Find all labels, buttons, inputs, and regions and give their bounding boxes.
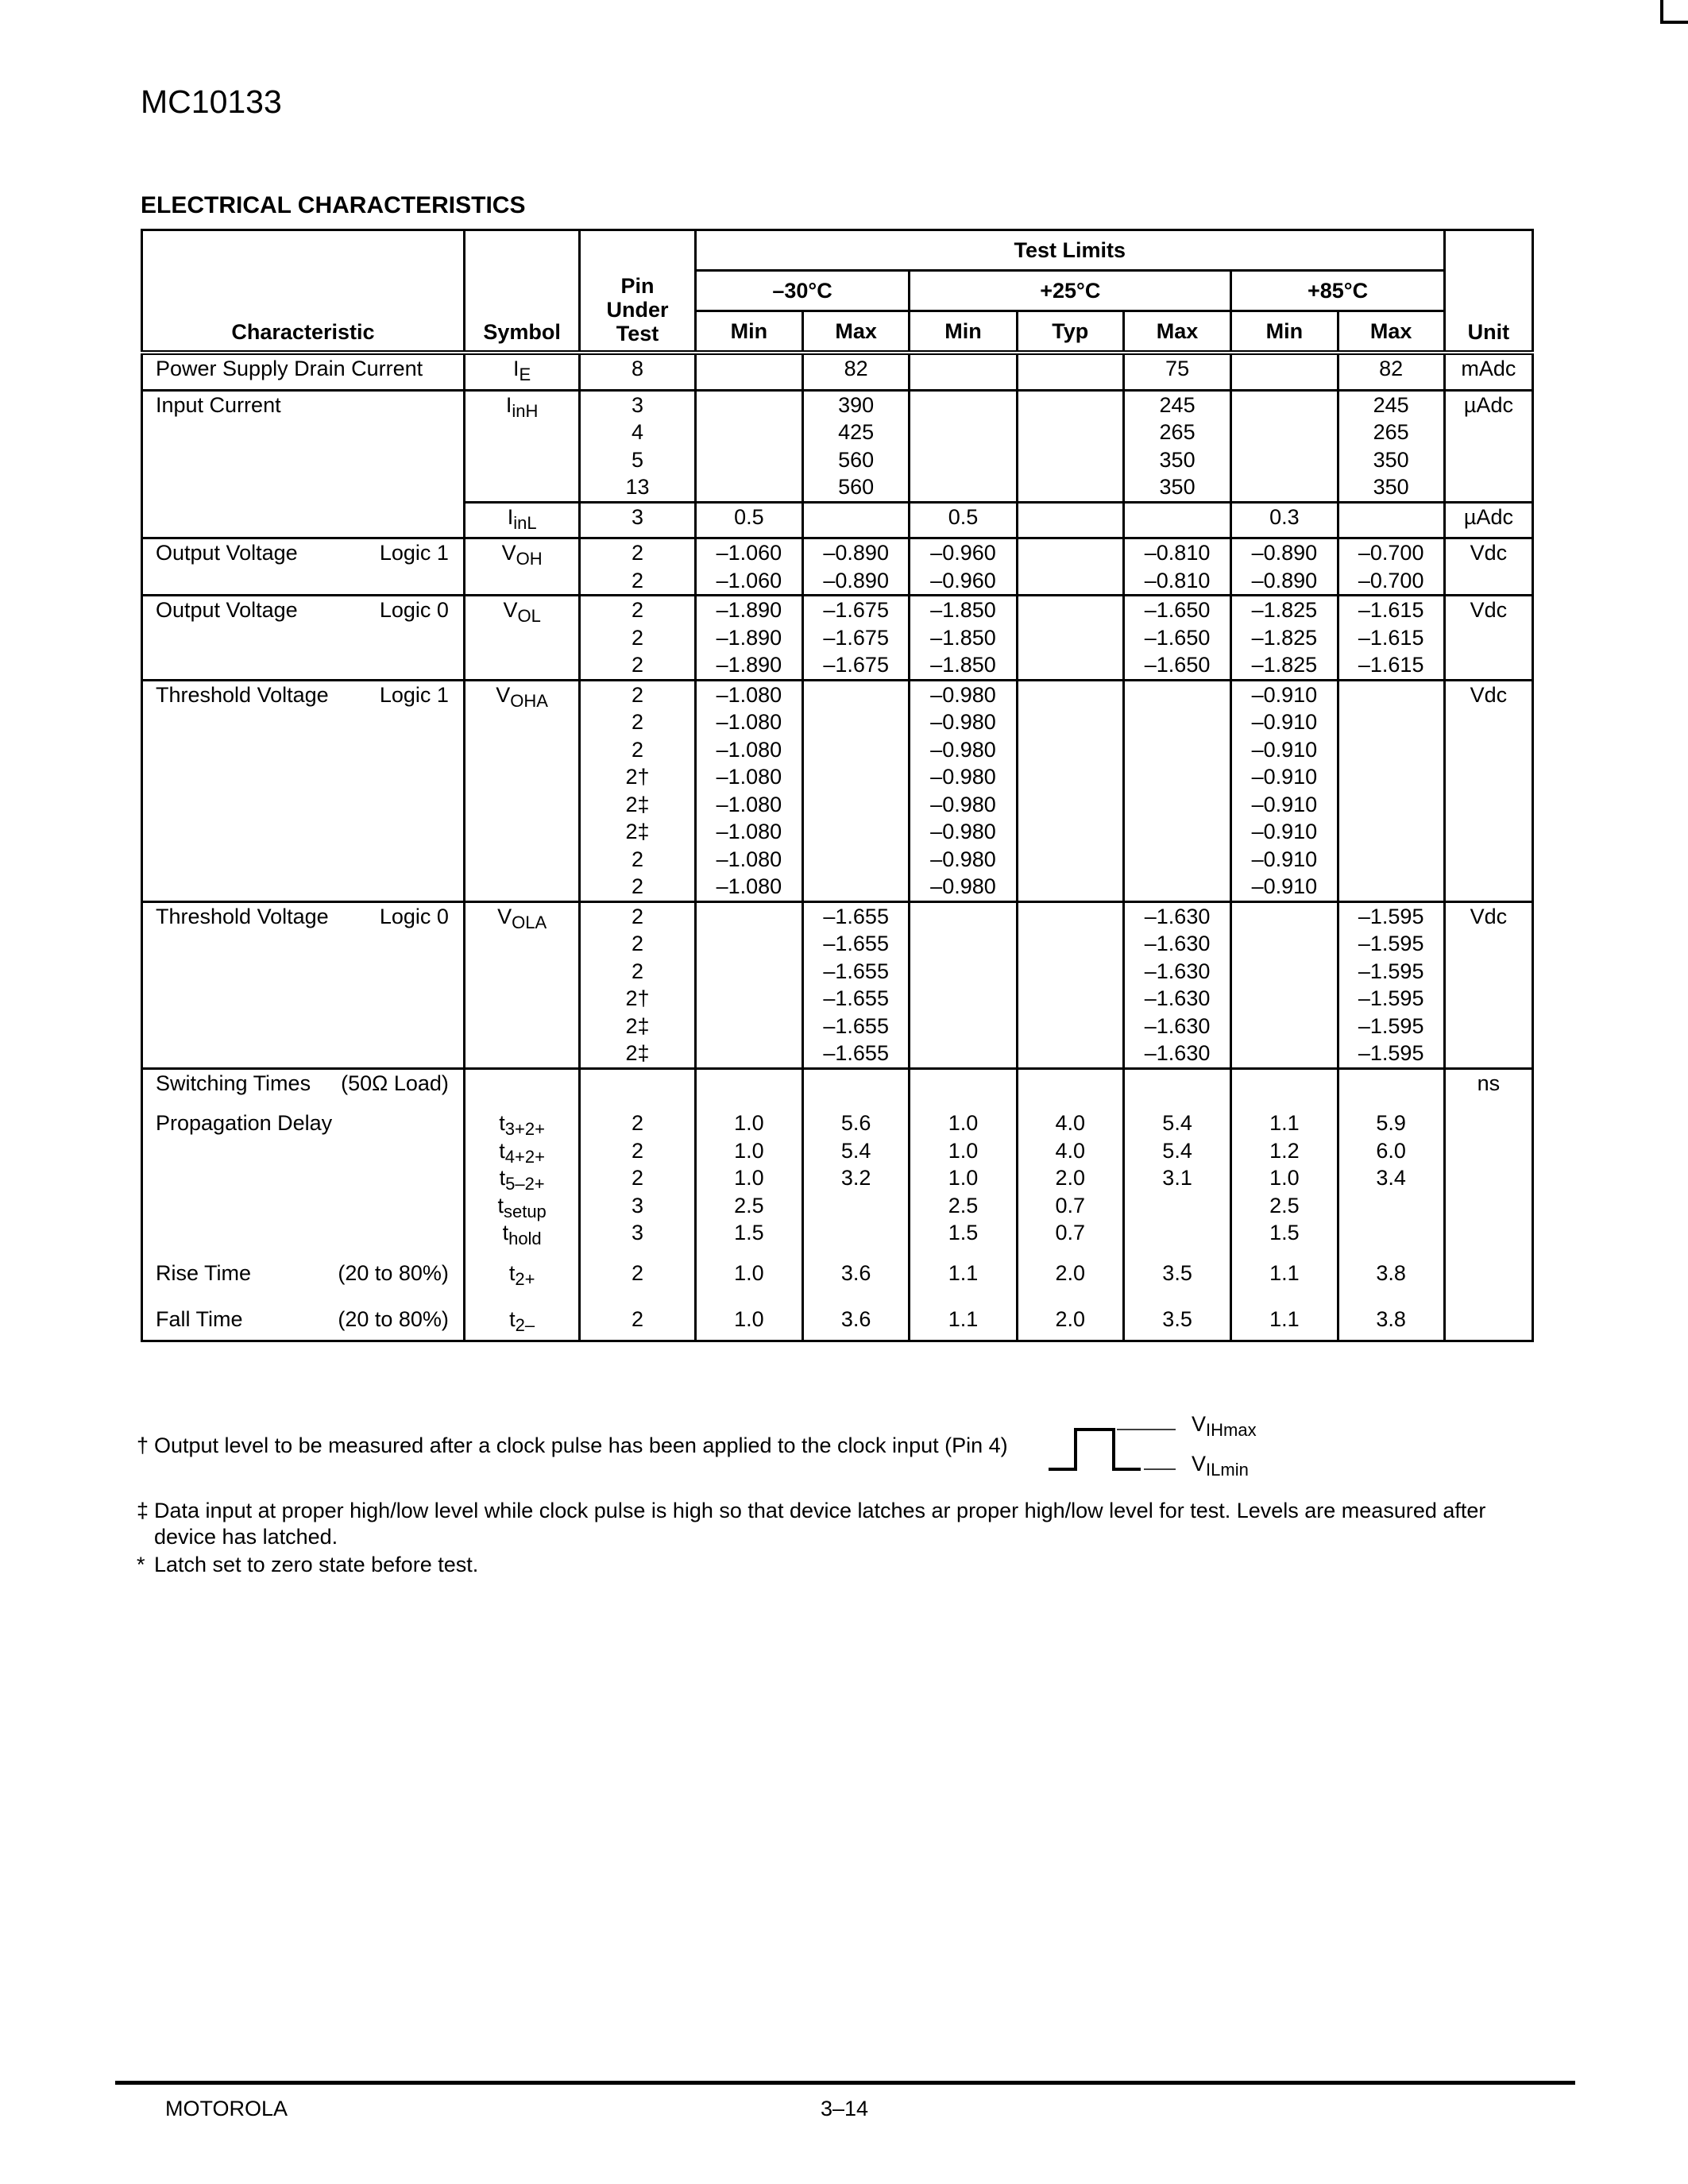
header-min: Min xyxy=(695,311,802,353)
symbol-iinl: $I_{inL}$ xyxy=(464,502,579,538)
value: 3.6 xyxy=(803,1247,910,1294)
row-propagation-delay xyxy=(142,1108,1533,1247)
value-stack: –1.060 –1.060 xyxy=(695,538,802,596)
char-label: Fall Time xyxy=(156,1307,243,1331)
pin: 2 xyxy=(580,1293,695,1341)
value: 1.0 xyxy=(695,1247,802,1294)
header-pin: Pin xyxy=(620,274,655,298)
value: 0.3 xyxy=(1231,502,1338,538)
row-input-current-inh xyxy=(142,390,1533,502)
header-temp-plus85: +85°C xyxy=(1231,271,1445,311)
vil-min-label: $V_{ILmin}$ xyxy=(1192,1452,1249,1480)
electrical-characteristics-table xyxy=(141,229,1534,1342)
header-characteristic: Characteristic xyxy=(231,319,375,344)
header-max: Max xyxy=(1123,311,1230,353)
footer-rule xyxy=(115,2081,1575,2085)
value: 3.5 xyxy=(1123,1293,1230,1341)
logic-label: Logic 1 xyxy=(379,541,449,565)
crop-mark xyxy=(1660,0,1688,24)
pin: 8 xyxy=(580,353,695,390)
header-min: Min xyxy=(1231,311,1338,353)
value: 3.8 xyxy=(1338,1293,1444,1341)
symbol-vol: $V_{OL}$ xyxy=(464,596,579,681)
footer-brand: MOTOROLA xyxy=(165,2097,288,2120)
char-label: Output Voltage xyxy=(156,598,298,622)
char-label: Power Supply Drain Current xyxy=(142,353,465,390)
header-min: Min xyxy=(910,311,1017,353)
symbol-voha: $V_{OHA}$ xyxy=(464,680,579,901)
value: 2.0 xyxy=(1017,1293,1123,1341)
unit: Vdc xyxy=(1444,538,1532,596)
symbol-voh: $V_{OH}$ xyxy=(464,538,579,596)
value-stack: –0.700 –0.700 xyxy=(1338,538,1444,596)
value-stack: –1.825 –1.825 –1.825 xyxy=(1231,596,1338,681)
value-stack: –1.080 –1.080 –1.080 –1.080 –1.080 –1.080 –1.080 –1.080 xyxy=(695,680,802,901)
char-label: Switching Times xyxy=(156,1071,311,1095)
header-unit: Unit xyxy=(1467,319,1510,344)
header-temp-minus30: –30°C xyxy=(695,271,910,311)
pin-stack: 2 2 2 2† 2‡ 2‡ 2 2 xyxy=(580,680,695,901)
header-symbol: Symbol xyxy=(483,319,561,344)
load-note: (50Ω Load) xyxy=(341,1071,449,1095)
header-test-limits: Test Limits xyxy=(695,230,1444,271)
value-stack: 245 265 350 350 xyxy=(1338,390,1444,502)
value-stack: –1.650 –1.650 –1.650 xyxy=(1123,596,1230,681)
value: 3.5 xyxy=(1123,1247,1230,1294)
pin-stack: 2 2 xyxy=(580,538,695,596)
value: 75 xyxy=(1123,353,1230,390)
value-stack: –0.890 –0.890 xyxy=(803,538,910,596)
symbol-t2plus: $t_{2+}$ xyxy=(464,1247,579,1294)
value-stack: 1.0 1.0 1.0 2.5 1.5 xyxy=(695,1108,802,1247)
row-threshold-voltage-logic0 xyxy=(142,901,1533,1068)
header-under: Under xyxy=(606,298,669,322)
unit: Vdc xyxy=(1444,901,1532,1068)
value: 82 xyxy=(1338,353,1444,390)
unit: mAdc xyxy=(1444,353,1532,390)
footnote-double-dagger: ‡ Data input at proper high/low level while clock pulse is high so that device latches ar proper high/low level for test. Levels are measured after device has latched. xyxy=(137,1499,1486,1549)
symbol-iinh: $I_{inH}$ xyxy=(464,390,579,502)
row-output-voltage-logic0 xyxy=(142,596,1533,681)
value-stack: –1.630 –1.630 –1.630 –1.630 –1.630 –1.630 xyxy=(1123,901,1230,1068)
pin-stack: 2 2 2 2† 2‡ 2‡ xyxy=(580,901,695,1068)
header-test: Test xyxy=(616,322,659,345)
pin-stack: 3 4 5 13 xyxy=(580,390,695,502)
value: 1.1 xyxy=(1231,1293,1338,1341)
footnote-star: * Latch set to zero state before test. xyxy=(137,1553,479,1576)
unit: µAdc xyxy=(1444,502,1532,538)
pin-stack: 2 2 2 3 3 xyxy=(580,1108,695,1247)
value-stack: 4.0 4.0 2.0 0.7 0.7 xyxy=(1017,1108,1123,1247)
symbol-stack: $t_{3+2+}$ $t_{4+2+}$ $t_{5-2+}$ $t_{setup}$ $t_{hold}$ xyxy=(464,1108,579,1247)
char-label: Output Voltage xyxy=(156,541,298,565)
symbol-vola: $V_{OLA}$ xyxy=(464,901,579,1068)
range-note: (20 to 80%) xyxy=(338,1307,449,1331)
char-label: Threshold Voltage xyxy=(156,682,329,707)
unit: µAdc xyxy=(1444,390,1532,502)
char-label: Input Current xyxy=(142,390,465,538)
value-stack: –1.615 –1.615 –1.615 xyxy=(1338,596,1444,681)
row-switching-times xyxy=(142,1068,1533,1108)
unit: Vdc xyxy=(1444,680,1532,901)
logic-label: Logic 0 xyxy=(379,598,449,622)
symbol-t2minus: $t_{2-}$ xyxy=(464,1293,579,1341)
logic-label: Logic 1 xyxy=(379,682,449,707)
row-fall-time xyxy=(142,1293,1533,1341)
value: 1.0 xyxy=(695,1293,802,1341)
value-stack: –0.890 –0.890 xyxy=(1231,538,1338,596)
value-stack: –0.980 –0.980 –0.980 –0.980 –0.980 –0.980 –0.980 –0.980 xyxy=(910,680,1017,901)
value-stack: 245 265 350 350 xyxy=(1123,390,1230,502)
value-stack: 5.6 5.4 3.2 xyxy=(803,1108,910,1247)
value: 0.5 xyxy=(695,502,802,538)
value-stack: –1.850 –1.850 –1.850 xyxy=(910,596,1017,681)
pin: 2 xyxy=(580,1247,695,1294)
value-stack: –1.595 –1.595 –1.595 –1.595 –1.595 –1.595 xyxy=(1338,901,1444,1068)
row-output-voltage-logic1 xyxy=(142,538,1533,596)
section-title: ELECTRICAL CHARACTERISTICS xyxy=(141,192,526,218)
value-stack: –0.810 –0.810 xyxy=(1123,538,1230,596)
value: 1.1 xyxy=(910,1293,1017,1341)
value: 1.1 xyxy=(1231,1247,1338,1294)
value: 3.6 xyxy=(803,1293,910,1341)
value-stack: 5.9 6.0 3.4 xyxy=(1338,1108,1444,1247)
value-stack: 5.4 5.4 3.1 xyxy=(1123,1108,1230,1247)
header-max: Max xyxy=(803,311,910,353)
range-note: (20 to 80%) xyxy=(338,1260,449,1285)
symbol-ie: $I_E$ xyxy=(464,353,579,390)
part-number: MC10133 xyxy=(141,83,282,120)
row-rise-time xyxy=(142,1247,1533,1294)
value-stack: –0.960 –0.960 xyxy=(910,538,1017,596)
unit: Vdc xyxy=(1444,596,1532,681)
pin-stack: 2 2 2 xyxy=(580,596,695,681)
value-stack: –1.890 –1.890 –1.890 xyxy=(695,596,802,681)
row-threshold-voltage-logic1 xyxy=(142,680,1533,901)
pin: 3 xyxy=(580,502,695,538)
value: 2.0 xyxy=(1017,1247,1123,1294)
value: 3.8 xyxy=(1338,1247,1444,1294)
char-label: Propagation Delay xyxy=(142,1108,465,1247)
header-max: Max xyxy=(1338,311,1444,353)
value: 1.1 xyxy=(910,1247,1017,1294)
page-number: 3–14 xyxy=(821,2097,869,2120)
header-temp-plus25: +25°C xyxy=(910,271,1231,311)
value: 0.5 xyxy=(910,502,1017,538)
value-stack: –1.655 –1.655 –1.655 –1.655 –1.655 –1.655 xyxy=(803,901,910,1068)
value-stack: –0.910 –0.910 –0.910 –0.910 –0.910 –0.910 –0.910 –0.910 xyxy=(1231,680,1338,901)
row-power-supply-drain-current xyxy=(142,353,1533,390)
value-stack: 1.1 1.2 1.0 2.5 1.5 xyxy=(1231,1108,1338,1247)
logic-label: Logic 0 xyxy=(379,904,449,928)
header-typ: Typ xyxy=(1017,311,1123,353)
value-stack: 1.0 1.0 1.0 2.5 1.5 xyxy=(910,1108,1017,1247)
value-stack: –1.675 –1.675 –1.675 xyxy=(803,596,910,681)
vih-max-label: $V_{IHmax}$ xyxy=(1192,1412,1257,1440)
footnote-dagger: † Output level to be measured after a clock pulse has been applied to the clock input (Pin 4) xyxy=(137,1433,1008,1457)
value-stack: 390 425 560 560 xyxy=(803,390,910,502)
char-label: Rise Time xyxy=(156,1260,252,1285)
char-label: Threshold Voltage xyxy=(156,904,329,928)
unit: ns xyxy=(1444,1068,1532,1108)
value: 82 xyxy=(803,353,910,390)
header-row-1 xyxy=(142,230,1533,271)
